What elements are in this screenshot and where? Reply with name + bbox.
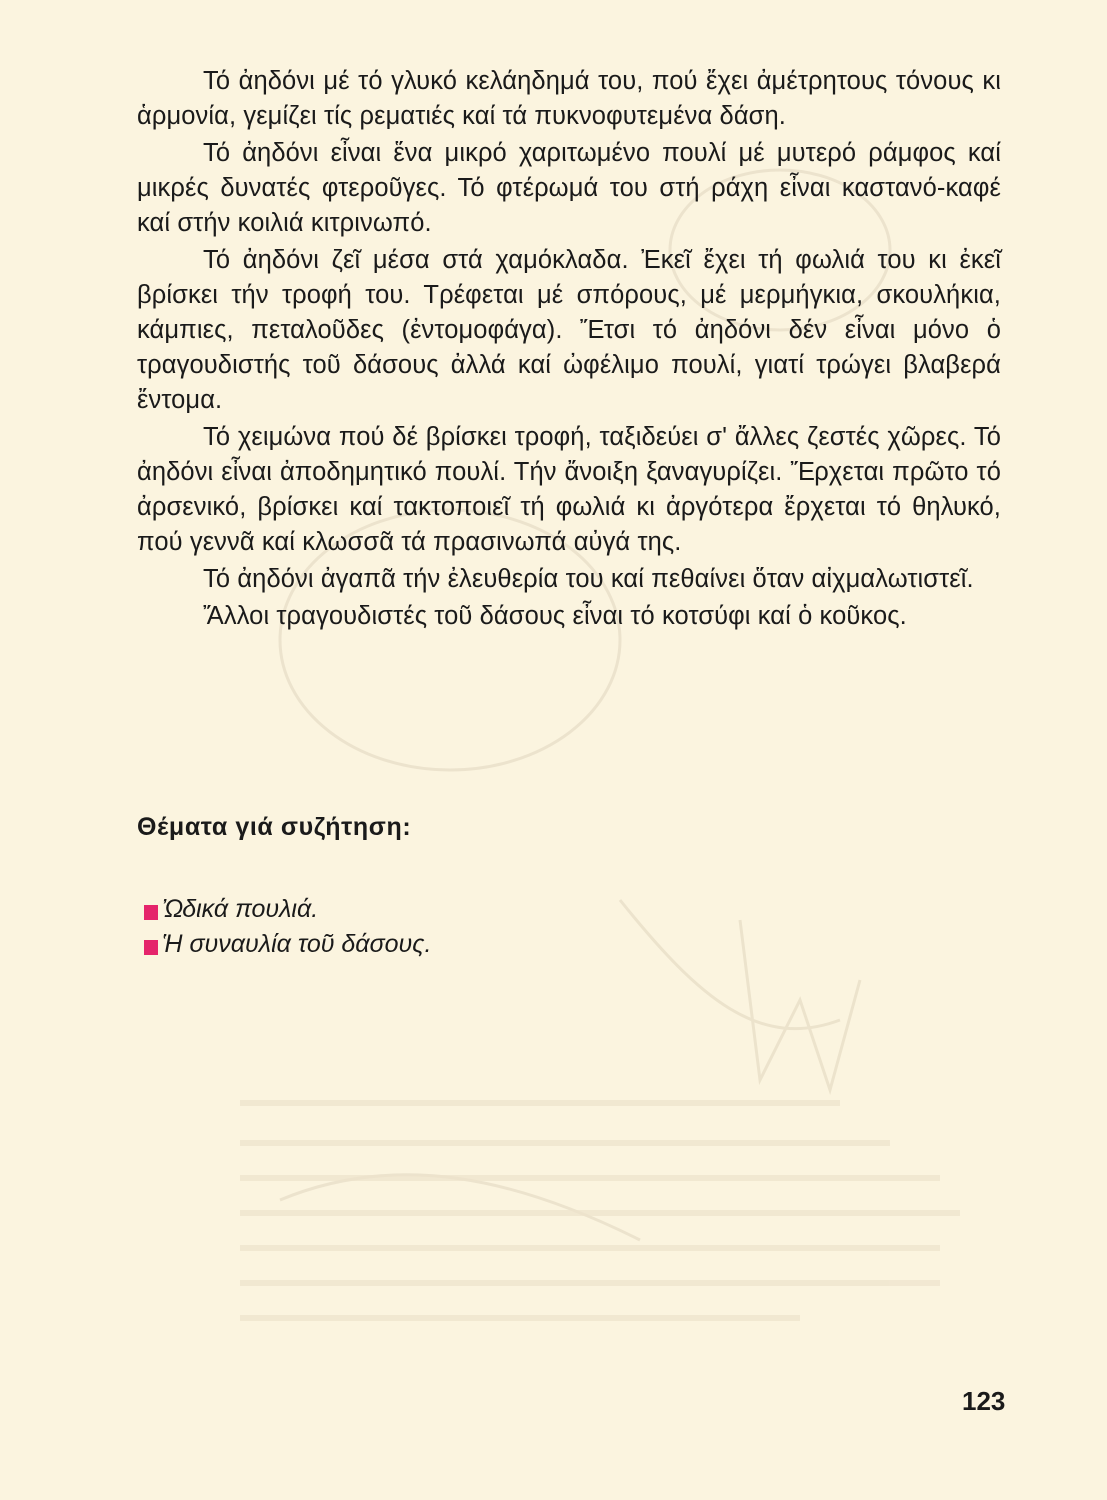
topic-label: Ὠδικά πουλιά. (162, 895, 319, 923)
paragraph: Τό ἀηδόνι εἶναι ἕνα μικρό χαριτωμένο πουλί μέ μυτερό ράμφος καί μικρές δυνατές φτεροῦγες. Τό φτέρωμά του στή ράχη εἶναι καστανό-καφέ καί στήν κοιλιά κιτρινωπό. (137, 139, 1001, 237)
discussion-heading: Θέματα γιά συζήτηση: (137, 813, 412, 841)
list-item (144, 892, 431, 927)
main-text (137, 64, 1001, 634)
paragraph: Ἄλλοι τραγουδιστές τοῦ δάσους εἶναι τό κοτσύφι καί ὁ κοῦκος. (203, 602, 907, 630)
paragraph: Τό ἀηδόνι ἀγαπᾶ τήν ἐλευθερία του καί πεθαίνει ὅταν αἰχμαλωτιστεῖ. (203, 565, 974, 593)
square-bullet-icon (144, 905, 158, 920)
page-number: 123 (962, 1386, 1006, 1416)
discussion-topics (144, 892, 431, 962)
paragraph: Τό ἀηδόνι μέ τό γλυκό κελάηδημά του, πού ἔχει ἀμέτρητους τόνους κι ἁρμονία, γεμίζει τίς ρεματιές καί τά πυκνοφυτεμένα δάση. (137, 67, 1001, 130)
paragraph: Τό ἀηδόνι ζεῖ μέσα στά χαμόκλαδα. Ἐκεῖ ἔχει τή φωλιά του κι ἐκεῖ βρίσκει τήν τροφή του. Τρέφεται μέ σπόρους, μέ μερμήγκια, σκουλήκια, κάμπιες, πεταλοῦδες (ἐντομοφάγα). Ἔτσι τό ἀηδόνι δέν εἶναι μόνο ὁ τραγουδιστής τοῦ δάσους ἀλλά καί ὠφέλιμο πουλί, γιατί τρώγει βλαβερά ἔντομα. (137, 246, 1001, 414)
square-bullet-icon (144, 940, 158, 955)
paragraph: Τό χειμώνα πού δέ βρίσκει τροφή, ταξιδεύει σ' ἄλλες ζεστές χῶρες. Τό ἀηδόνι εἶναι ἀποδημητικό πουλί. Τήν ἄνοιξη ξαναγυρίζει. Ἔρχεται πρῶτο τό ἀρσενικό, βρίσκει καί τακτοποιεῖ τή φωλιά κι ἀργότερα ἔρχεται τό θηλυκό, πού γεννᾶ καί κλωσσᾶ τά πρασινωπά αὐγά της. (137, 423, 1001, 556)
list-item (144, 927, 431, 962)
topic-label: Ἡ συναυλία τοῦ δάσους. (162, 930, 432, 958)
